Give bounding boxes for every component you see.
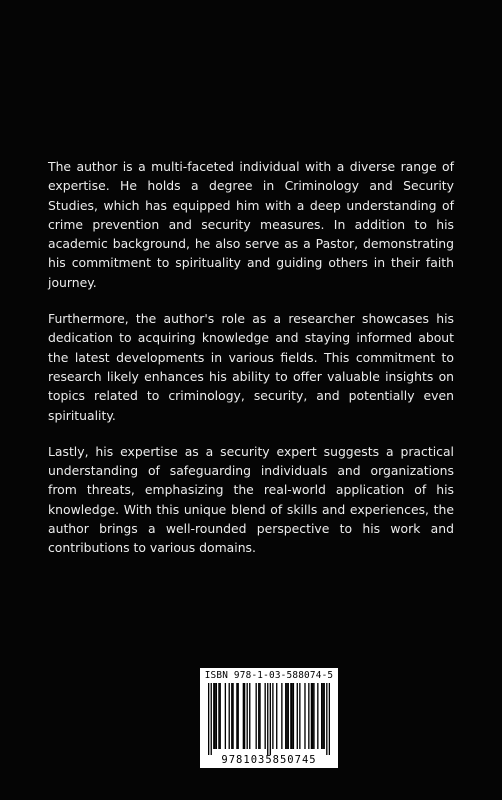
barcode-bar (214, 683, 215, 749)
barcode-bar (297, 683, 298, 749)
barcode-bars (208, 683, 330, 755)
barcode-bar (317, 683, 318, 749)
barcode-bar (312, 683, 313, 749)
barcode-digits: 9781035850745 (221, 754, 317, 766)
barcode-bar (218, 683, 219, 749)
blurb-paragraph-2: Furthermore, the author's role as a researcher showcases his dedication to acquiring knowledge and staying informed about the latest developments in various fields. This commitment to research likely enhances his ability to offer valuable insights on topics related to criminology, security, and potentially even spirituality. (48, 311, 454, 423)
barcode-bar (308, 683, 309, 749)
barcode-bar (299, 683, 300, 749)
barcode-bar (321, 683, 322, 749)
barcode-bar (216, 683, 217, 749)
barcode-bar (270, 683, 271, 755)
author-blurb (48, 157, 454, 575)
barcode-bar (243, 683, 244, 749)
barcode-bar (286, 683, 287, 749)
barcode-bar (211, 683, 212, 755)
barcode-bar (293, 683, 294, 749)
barcode-bar (258, 683, 259, 749)
blurb-paragraph-1: The author is a multi-faceted individual with a diverse range of expertise. He holds a degree in Criminology and Security Studies, which has equipped him with a deep understanding of crime prevention and security measures. In addition to his academic background, he also serve as a Pastor, demonstrating his commitment to spirituality and guiding others in their faith journey. (48, 159, 454, 290)
barcode-bar (322, 683, 323, 749)
isbn-label: ISBN 978-1-03-588074-5 (204, 670, 334, 681)
barcode-bar (276, 683, 277, 749)
barcode-bar (229, 683, 230, 749)
barcode-bar (311, 683, 312, 749)
barcode-bar (232, 683, 233, 749)
barcode-bar (259, 683, 260, 749)
barcode-bar (272, 683, 273, 749)
barcode-bar (288, 683, 289, 749)
barcode-bar (213, 683, 214, 749)
barcode-bar (291, 683, 292, 749)
barcode-bar (290, 683, 291, 749)
barcode-bar (225, 683, 226, 749)
barcode-bar (326, 683, 327, 755)
barcode-bar (304, 683, 305, 749)
barcode-bar (329, 683, 330, 755)
barcode-bar (238, 683, 239, 749)
isbn-barcode (200, 668, 338, 768)
barcode-bar (256, 683, 257, 749)
barcode-bar (313, 683, 314, 749)
barcode-bar (244, 683, 245, 749)
blurb-paragraph-3: Lastly, his expertise as a security expert suggests a practical understanding of safeguarding individuals and organizations from threats, emphasizing the real-world application of his knowledge. With this unique blend of skills and experiences, the author brings a well-rounded perspective to his work and contributions to various domains. (48, 443, 454, 556)
barcode-bar (285, 683, 286, 749)
barcode-bar (249, 683, 250, 749)
barcode-bar (265, 683, 266, 749)
barcode-bar (267, 683, 268, 755)
barcode-bar (220, 683, 221, 749)
barcode-bar (281, 683, 282, 749)
barcode-bar (236, 683, 237, 749)
barcode-bar (247, 683, 248, 749)
barcode-bar (324, 683, 325, 749)
barcode-bar (208, 683, 209, 755)
barcode-bar (231, 683, 232, 749)
